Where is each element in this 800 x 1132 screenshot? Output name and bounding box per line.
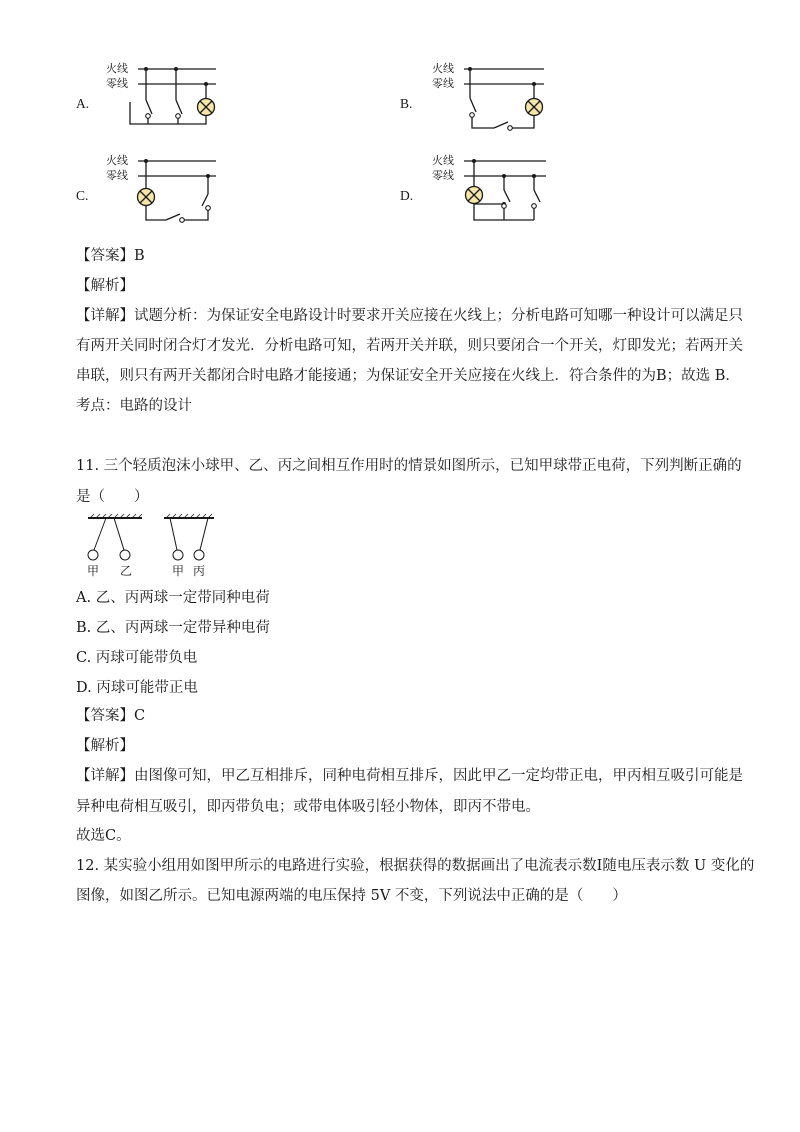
q11-answer: 【答案】C	[76, 708, 146, 724]
ball-jia-label-2: 甲	[172, 564, 185, 578]
q11-detail-line-3: 故选C。	[76, 828, 131, 844]
circuit-c-diagram	[100, 150, 230, 230]
q10-detail-line-4: 考点：电路的设计	[76, 398, 192, 414]
neutral-wire-label: 零线	[432, 169, 454, 182]
option-c-letter: C.	[76, 188, 89, 203]
option-d-letter: D.	[400, 188, 414, 203]
ball-bing-label: 丙	[193, 564, 206, 578]
q11-stem-line-2: 是（ ）	[76, 489, 149, 505]
q11-detail-line-2: 异种电荷相互吸引，即丙带负电；或带电体吸引轻小物体，即丙不带电。	[76, 799, 540, 815]
q11-option-c: C. 丙球可能带负电	[76, 650, 198, 666]
live-wire-label: 火线	[432, 62, 454, 75]
q10-answer: 【答案】B	[76, 248, 145, 264]
q12-stem-line-1: 12. 某实验小组用如图甲所示的电路进行实验，根据获得的数据画出了电流表示数I随电压表示数 U 变化的	[76, 858, 755, 874]
q10-detail-line-3: 串联，则只有两开关都闭合时电路才能接通；为保证安全开关应接在火线上．符合条件的为B；故选 B．	[76, 368, 740, 384]
circuit-b-diagram	[428, 58, 558, 138]
circuit-d-diagram	[428, 150, 558, 230]
q11-option-a: A. 乙、丙两球一定带同种电荷	[76, 590, 270, 606]
q11-option-b: B. 乙、丙两球一定带异种电荷	[76, 620, 270, 636]
neutral-wire-label: 零线	[106, 77, 128, 90]
neutral-wire-label: 零线	[106, 169, 128, 182]
q10-detail-line-2: 有两开关同时闭合灯才发光．分析电路可知，若两开关并联，则只要闭合一个开关，灯即发光；若两开关	[76, 338, 743, 354]
ball-yi-label: 乙	[120, 564, 133, 578]
option-a-letter: A.	[76, 96, 90, 111]
q11-stem-line-1: 11. 三个轻质泡沫小球甲、乙、丙之间相互作用时的情景如图所示，已知甲球带正电荷，下列判断正确的	[76, 458, 742, 474]
q11-pendulum-figure	[84, 512, 224, 580]
live-wire-label: 火线	[106, 62, 128, 75]
q11-detail-line-1: 【详解】由图像可知，甲乙互相排斥，同种电荷相互排斥，因此甲乙一定均带正电，甲丙相互吸引可能是	[76, 768, 743, 784]
q10-detail-line-1: 【详解】试题分析：为保证安全电路设计时要求开关应接在火线上；分析电路可知哪一种设计可以满足只	[76, 308, 743, 324]
q11-analysis-label: 【解析】	[76, 738, 134, 754]
neutral-wire-label: 零线	[432, 77, 454, 90]
circuit-a-diagram	[100, 58, 230, 128]
option-b-letter: B.	[400, 96, 413, 111]
ball-jia-label-1: 甲	[87, 564, 100, 578]
live-wire-label: 火线	[432, 154, 454, 167]
q11-option-d: D. 丙球可能带正电	[76, 680, 198, 696]
live-wire-label: 火线	[106, 154, 128, 167]
q12-stem-line-2: 图像，如图乙所示。已知电源两端的电压保持 5V 不变，下列说法中正确的是（ ）	[76, 888, 627, 904]
q10-analysis-label: 【解析】	[76, 278, 134, 294]
